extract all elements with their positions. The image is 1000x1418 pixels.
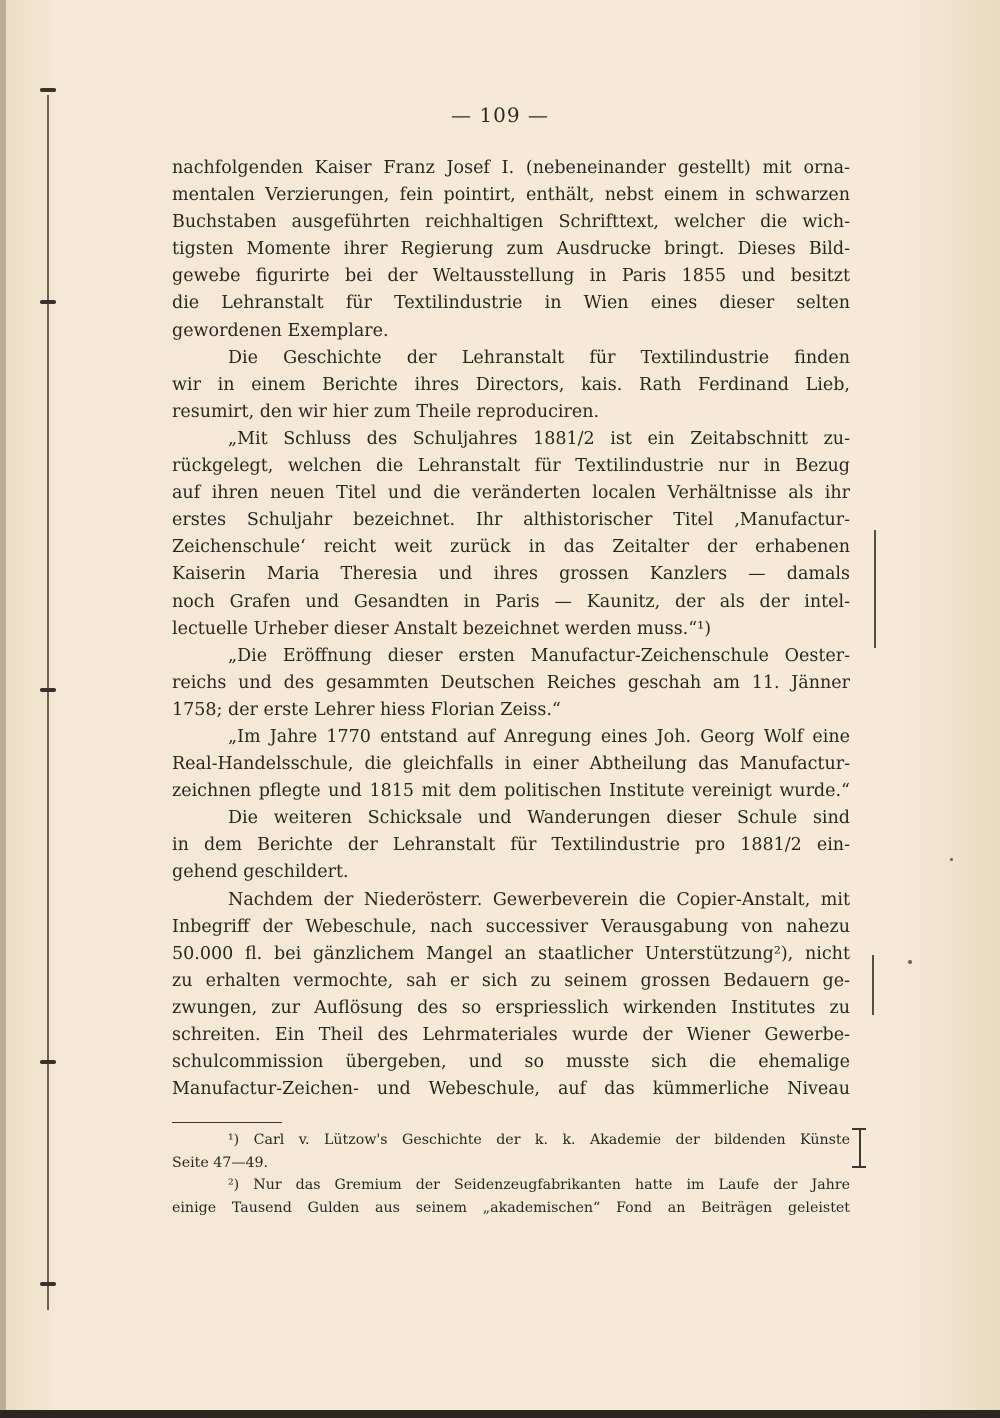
footnote-line: Seite 47—49.: [172, 1154, 269, 1171]
text-line: schulcommission übergeben, und so musste sich die ehemalige: [172, 1052, 850, 1073]
gutter-mark: [40, 1282, 56, 1286]
pencil-bracket-mark: [859, 1128, 861, 1168]
ink-speck: [908, 960, 912, 964]
gutter-mark: [40, 1060, 56, 1064]
text-line: resumirt, den wir hier zum Theile reproduciren.: [172, 401, 600, 422]
text-line: gewordenen Exemplare.: [172, 320, 389, 341]
text-line: 1758; der erste Lehrer hiess Florian Zeiss.“: [172, 699, 561, 720]
gutter-mark: [40, 688, 56, 692]
text-line: Die Geschichte der Lehranstalt für Textilindustrie finden: [228, 347, 850, 368]
text-line: „Mit Schluss des Schuljahres 1881/2 ist ein Zeitabschnitt zu-: [228, 428, 850, 449]
footnotes: [172, 1129, 850, 1219]
gutter-mark: [40, 300, 56, 304]
text-line: 50.000 fl. bei gänzlichem Mangel an staatlicher Unterstützung²), nicht: [172, 943, 850, 964]
text-line: zu erhalten vermochte, sah er sich zu seinem grossen Bedauern ge-: [172, 970, 850, 991]
page-number: — 109 —: [451, 103, 549, 127]
page-bottom-edge: [0, 1410, 1000, 1418]
text-line: Buchstaben ausgeführten reichhaltigen Schrifttext, welcher die wich-: [172, 212, 850, 233]
gutter-mark: [40, 88, 56, 92]
text-line: erstes Schuljahr bezeichnet. Ihr althistorischer Titel ‚Manufactur-: [172, 510, 850, 531]
text-line: Inbegriff der Webeschule, nach successiver Verausgabung von nahezu: [172, 916, 850, 937]
text-line: „Im Jahre 1770 entstand auf Anregung eines Joh. Georg Wolf eine: [228, 726, 850, 747]
text-line: lectuelle Urheber dieser Anstalt bezeichnet werden muss.“¹): [172, 618, 712, 639]
text-line: auf ihren neuen Titel und die veränderten localen Verhältnisse als ihr: [172, 483, 850, 504]
text-line: zeichnen pflegte und 1815 mit dem politischen Institute vereinigt wurde.“: [172, 781, 850, 802]
ink-speck: [950, 858, 953, 861]
text-line: „Die Eröffnung dieser ersten Manufactur-Zeichenschule Oester-: [228, 645, 850, 666]
text-line: gewebe figurirte bei der Weltausstellung in Paris 1855 und besitzt: [172, 266, 850, 287]
text-line: Nachdem der Niederösterr. Gewerbeverein die Copier-Anstalt, mit: [228, 889, 850, 910]
text-line: in dem Berichte der Lehranstalt für Textilindustrie pro 1881/2 ein-: [172, 835, 850, 856]
text-line: rückgelegt, welchen die Lehranstalt für Textilindustrie nur in Bezug: [172, 456, 850, 477]
text-line: nachfolgenden Kaiser Franz Josef I. (nebeneinander gestellt) mit orna-: [172, 158, 850, 178]
text-line: tigsten Momente ihrer Regierung zum Ausdrucke bringt. Dieses Bild-: [172, 239, 850, 260]
text-line: reichs und des gesammten Deutschen Reiches geschah am 11. Jänner: [172, 672, 850, 693]
pencil-margin-mark: [874, 530, 876, 648]
footnote-line: ²) Nur das Gremium der Seidenzeugfabrikanten hatte im Laufe der Jahre: [228, 1177, 850, 1193]
pencil-margin-mark: [872, 955, 874, 1015]
text-line: mentalen Verzierungen, fein pointirt, enthält, nebst einem in schwarzen: [172, 185, 850, 206]
body-text: [172, 155, 850, 1103]
text-line: Kaiserin Maria Theresia und ihres grossen Kanzlers — damals: [172, 564, 850, 585]
text-line: die Lehranstalt für Textilindustrie in Wien eines dieser selten: [172, 293, 850, 314]
text-line: wir in einem Berichte ihres Directors, kais. Rath Ferdinand Lieb,: [172, 374, 850, 395]
text-line: schreiten. Ein Theil des Lehrmateriales wurde der Wiener Gewerbe-: [172, 1025, 850, 1045]
text-line: Manufactur-Zeichen- und Webeschule, auf das kümmerliche Niveau: [172, 1079, 850, 1100]
footnote-line: ¹) Carl v. Lützow's Geschichte der k. k. Akademie der bildenden Künste: [228, 1132, 850, 1148]
page-left-edge: [0, 0, 6, 1418]
text-line: Die weiteren Schicksale und Wanderungen dieser Schule sind: [228, 808, 850, 829]
binding-gutter-line: [47, 95, 49, 1310]
text-line: noch Grafen und Gesandten in Paris — Kaunitz, der als der intel-: [172, 591, 850, 612]
text-line: Zeichenschule‘ reicht weit zurück in das Zeitalter der erhabenen: [172, 537, 850, 558]
text-line: Real-Handelsschule, die gleichfalls in einer Abtheilung das Manufactur-: [172, 754, 850, 775]
text-line: gehend geschildert.: [172, 862, 349, 883]
footnote-line: einige Tausend Gulden aus seinem „akademischen“ Fond an Beiträgen geleistet: [172, 1199, 850, 1216]
footnote-rule: [172, 1122, 282, 1123]
text-line: zwungen, zur Auflösung des so erspriesslich wirkenden Institutes zu: [172, 997, 850, 1018]
